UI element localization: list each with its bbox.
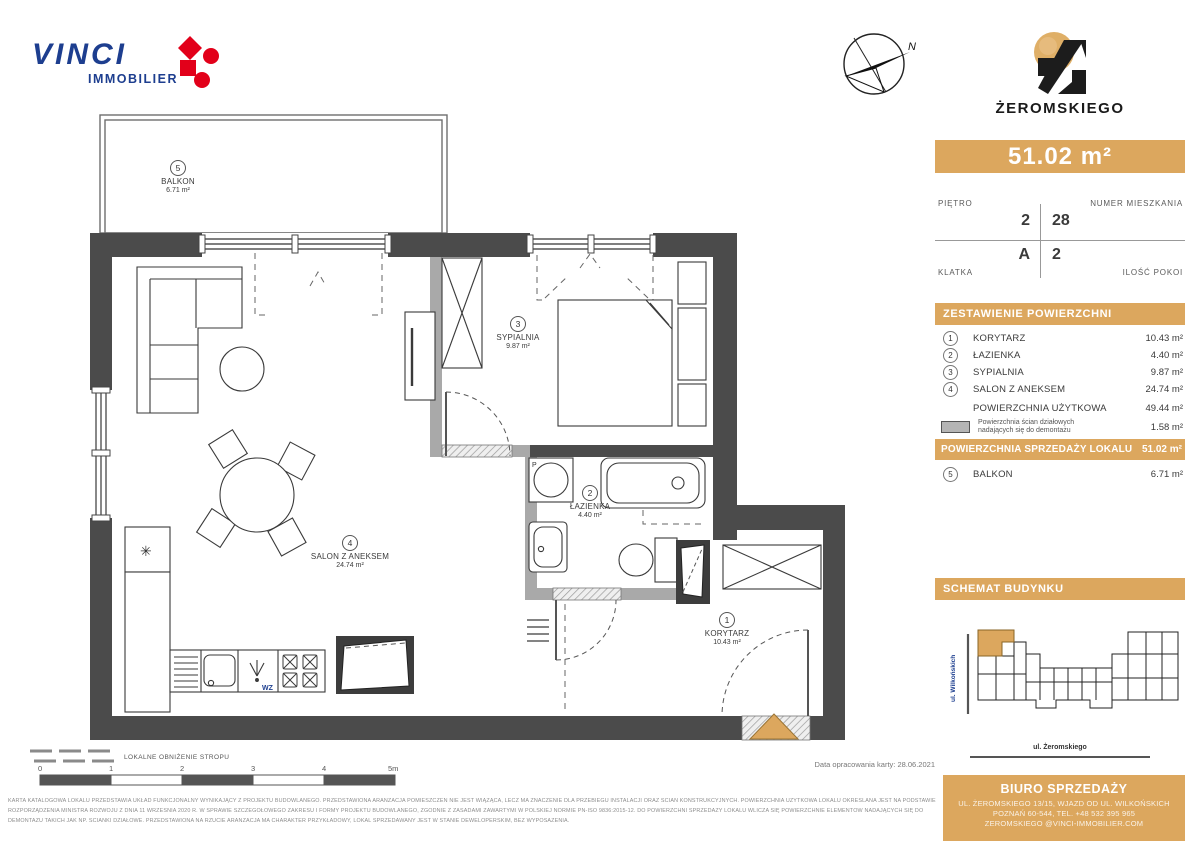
sales-label: POWIERZCHNIA SPRZEDAŻY LOKALU <box>941 444 1133 455</box>
room-number-korytarz: 1 <box>719 612 735 628</box>
area-table-header: ZESTAWIENIE POWIERZCHNI <box>935 303 1185 325</box>
row-num: 4 <box>943 382 958 397</box>
fridge-icon: ✳ <box>140 543 152 559</box>
demountable-note-line2: nadających się do demontażu <box>978 427 1071 434</box>
row-value: 9.87 m² <box>1150 367 1183 378</box>
area-row-korytarz <box>935 330 1185 347</box>
svg-text:1: 1 <box>109 764 114 773</box>
vinci-logo <box>30 32 220 92</box>
room-label-lazienka: 2 ŁAZIENKA 4.40 m² <box>550 483 630 520</box>
sales-office-title: BIURO SPRZEDAŻY <box>1000 782 1128 796</box>
demountable-swatch <box>941 421 970 433</box>
summary-divider-h <box>935 240 1185 241</box>
svg-text:4: 4 <box>322 764 327 773</box>
project-logo-icon <box>1020 28 1100 98</box>
kitchen-wz-marker: WZ <box>262 685 273 692</box>
apartment-number-label: NUMER MIESZKANIA <box>1090 199 1183 208</box>
sales-office-email: ZEROMSKIEGO @VINCI-IMMOBILIER.COM <box>984 819 1144 828</box>
floor-value: 2 <box>1021 212 1030 229</box>
building-schema-header: SCHEMAT BUDYNKU <box>935 578 1185 600</box>
room-number-salon: 4 <box>342 535 358 551</box>
svg-text:N: N <box>908 41 916 53</box>
sales-value: 51.02 m² <box>1141 444 1182 455</box>
row-name: BALKON <box>973 469 1013 480</box>
row-value: 10.43 m² <box>1145 333 1183 344</box>
tv-cabinet <box>405 312 435 400</box>
balcony-row <box>935 466 1185 483</box>
street-left-label: ul. Wilkońskich <box>950 654 957 702</box>
bed <box>558 262 706 426</box>
disclaimer-line-1: KARTA KATALOGOWA LOKALU PRZEDSTAWIA UKŁAD FUNKCJONALNY WYNIKAJĄCY Z PROJEKTU BUDOWLANEGO. PRZEDSTAWIONA ARANŻACJA POMIESZCZEŃ NIE JEST WIĄŻĄCA, LECZ MA ZNACZENIE DLA PRZEBIEGU INSTALACJI ORAZ ŚCIAN KONSTRUKCYJNYCH. POWIERZCHNIA UŻYTKOWA LOKALU OKREŚLANA JEST NA PODSTAWIE <box>8 798 936 804</box>
ceiling-drop-legend-icon <box>30 751 114 761</box>
staircase-label: KLATKA <box>938 268 973 277</box>
street-bottom-label: ul. Żeromskiego <box>1033 744 1087 751</box>
building-schema-drawing <box>950 612 1189 732</box>
row-name: SYPIALNIA <box>973 367 1024 378</box>
row-num: 3 <box>943 365 958 380</box>
row-name: ŁAZIENKA <box>973 350 1021 361</box>
sales-office-box <box>943 775 1185 841</box>
row-num: 2 <box>943 348 958 363</box>
area-row-lazienka <box>935 347 1185 364</box>
demountable-walls-row <box>935 415 1185 439</box>
usable-value: 49.44 m² <box>1145 403 1183 414</box>
rooms-value: 2 <box>1052 246 1061 263</box>
vinci-logo-text: VINCI <box>32 38 128 71</box>
sales-area-row <box>935 439 1185 460</box>
wardrobe-bedroom <box>442 258 482 368</box>
washer-marker: P <box>532 462 537 469</box>
row-num: 5 <box>943 467 958 482</box>
ceiling-drop-legend-label: LOKALNE OBNIŻENIE STROPU <box>124 754 230 761</box>
sales-office-phone: POZNAŃ 60-544, TEL. +48 532 395 965 <box>992 809 1136 818</box>
demountable-note-line1: Powierzchnia ścian działowych <box>978 418 1075 426</box>
room-label-salon: 4 SALON Z ANEKSEM 24.74 m² <box>290 533 410 570</box>
demountable-note <box>978 419 1074 436</box>
room-label-korytarz: 1 KORYTARZ 10.43 m² <box>687 610 767 647</box>
svg-text:3: 3 <box>251 764 256 773</box>
row-name: KORYTARZ <box>973 333 1026 344</box>
svg-text:2: 2 <box>180 764 185 773</box>
svg-text:0: 0 <box>38 764 43 773</box>
demountable-value: 1.58 m² <box>1150 421 1183 433</box>
floor-label: PIĘTRO <box>938 199 973 208</box>
room-number-balkon: 5 <box>170 160 186 176</box>
sales-office-address: UL. ŻEROMSKIEGO 13/15, WJAZD OD UL. WILKOŃSKICH <box>958 799 1170 808</box>
room-number-sypialnia: 3 <box>510 316 526 332</box>
area-banner: 51.02 m² <box>935 140 1185 173</box>
svg-text:5m: 5m <box>388 764 399 773</box>
row-value: 6.71 m² <box>1150 469 1183 480</box>
area-row-salon <box>935 381 1185 398</box>
room-number-lazienka: 2 <box>582 485 598 501</box>
row-num: 1 <box>943 331 958 346</box>
staircase-value: A <box>1018 246 1030 263</box>
room-label-balkon: 5 BALKON 6.71 m² <box>138 158 218 195</box>
scale-bar <box>40 775 395 785</box>
row-name: SALON Z ANEKSEM <box>973 384 1066 395</box>
coffee-table <box>220 347 264 391</box>
corner-sofa <box>137 267 242 413</box>
compass-icon <box>838 24 923 106</box>
vinci-logo-subtitle: IMMOBILIER <box>88 72 178 86</box>
area-row-sypialnia <box>935 364 1185 381</box>
room-label-sypialnia: 3 SYPIALNIA 9.87 m² <box>478 314 558 351</box>
rooms-label: ILOŚĆ POKOI <box>1122 268 1183 277</box>
scale-ticks <box>38 764 398 773</box>
usable-label: POWIERZCHNIA UŻYTKOWA <box>973 403 1107 414</box>
row-value: 24.74 m² <box>1145 384 1183 395</box>
disclaimer-line-3: DEMONTAŻU TAKICH JAK NP. ŚCIANKI DZIAŁOWE. PRZEDSTAWIONA NA RZUCIE ARANŻACJA MA CHARAKTER PRZYKŁADOWY, LOKAL SPRZEDAWANY JEST W STANIE DEWELOPERSKIM, BEZ WYPOSAŻENIA. <box>8 818 570 824</box>
project-logo-name: ŻEROMSKIEGO <box>995 100 1125 117</box>
street-bottom-line <box>970 756 1150 758</box>
card-date: Data opracowania karty: 28.06.2021 <box>814 760 935 769</box>
apartment-number-value: 28 <box>1052 212 1070 229</box>
summary-divider-v <box>1040 204 1041 278</box>
row-value: 4.40 m² <box>1150 350 1183 361</box>
project-logo <box>995 28 1125 123</box>
disclaimer-line-2: ROZPORZĄDZENIA MINISTRA ROZWOJU Z DNIA 11 WRZEŚNIA 2020 R. W SPRAWIE SZCZEGÓŁOWEGO ZAKRESU I FORMY PROJEKTU BUDOWLANEGO, ZGODNIE Z ZASADAMI ZAWARTYMI W POLSKIEJ NORMIE PN-ISO 9836:2015-12. DO POWIERZCHNI SPRZEDAŻY LOKALU WLICZA SIĘ POWIERZCHNIE ELEMENTÓW NADAJĄCYCH SIĘ DO <box>8 808 924 814</box>
wardrobe-corridor <box>723 545 821 589</box>
